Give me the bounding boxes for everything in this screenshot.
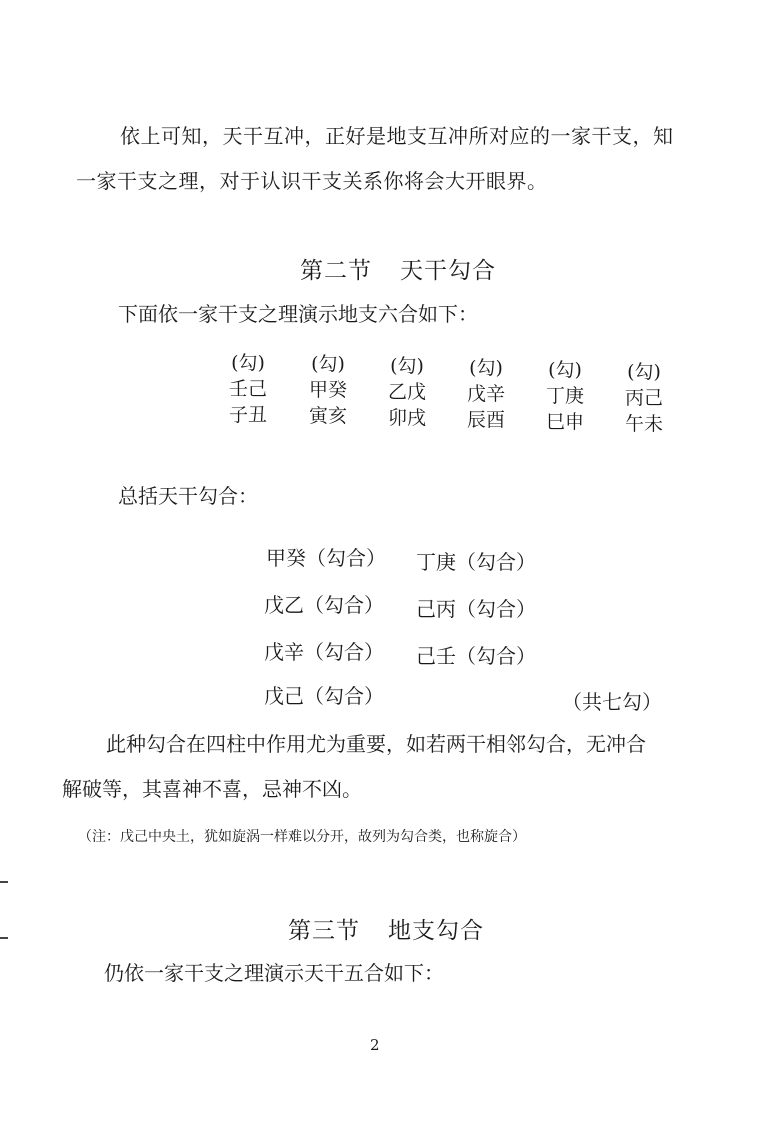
section-heading-title: 地支勾合 (388, 918, 484, 944)
section-heading-number: 第三节 (288, 918, 360, 944)
grid-branches: 子丑 (228, 404, 267, 426)
section-intro: 仍依一家干支之理演示天干五合如下： (104, 961, 444, 985)
grid-branches: 寅亥 (308, 405, 347, 427)
grid-stems: 乙戊 (387, 381, 426, 403)
pair-left: 戊辛（勾合） (264, 640, 384, 664)
grid-label: (勾) (627, 361, 661, 383)
pair-left: 戊乙（勾合） (264, 593, 384, 617)
grid-stems: 甲癸 (308, 379, 347, 401)
grid-branches: 午未 (624, 413, 663, 435)
scan-speck (0, 937, 8, 939)
section-heading-title: 天干勾合 (400, 258, 496, 284)
total-count: （共七勾） (562, 690, 662, 714)
grid-label: (勾) (548, 359, 582, 381)
grid-label: (勾) (469, 357, 503, 379)
grid-stems: 丙己 (624, 387, 663, 409)
section-intro: 下面依一家干支之理演示地支六合如下： (118, 302, 478, 326)
grid-branches: 巳申 (545, 411, 584, 433)
pair-right: 丁庚（勾合） (416, 550, 536, 574)
paragraph-line: 解破等，其喜神不喜，忌神不凶。 (62, 777, 362, 801)
pair-right: 己丙（勾合） (416, 597, 536, 621)
scan-speck (0, 881, 8, 883)
pair-left: 戊己（勾合） (264, 684, 384, 708)
grid-stems: 戊辛 (466, 383, 505, 405)
grid-stems: 壬己 (228, 378, 267, 400)
page-number: 2 (370, 1036, 380, 1054)
grid-branches: 卯戌 (387, 407, 426, 429)
summary-title: 总括天干勾合： (118, 484, 258, 508)
paragraph-line: 此种勾合在四柱中作用尤为重要，如若两干相邻勾合，无冲合 (106, 732, 646, 756)
pair-right: 己壬（勾合） (416, 644, 536, 668)
pair-left: 甲癸（勾合） (266, 546, 386, 570)
grid-label: (勾) (311, 353, 345, 375)
grid-branches: 辰酉 (466, 409, 505, 431)
grid-label: (勾) (231, 352, 265, 374)
paragraph-line: 依上可知，天干互冲，正好是地支互冲所对应的一家干支，知 (120, 124, 674, 148)
section-heading-number: 第二节 (300, 258, 372, 284)
grid-label: (勾) (390, 355, 424, 377)
footnote: （注：戊己中央土，犹如旋涡一样难以分开，故列为勾合类，也称旋合） (78, 829, 526, 845)
paragraph-line: 一家干支之理，对于认识干支关系你将会大开眼界。 (76, 169, 548, 193)
grid-stems: 丁庚 (545, 385, 584, 407)
